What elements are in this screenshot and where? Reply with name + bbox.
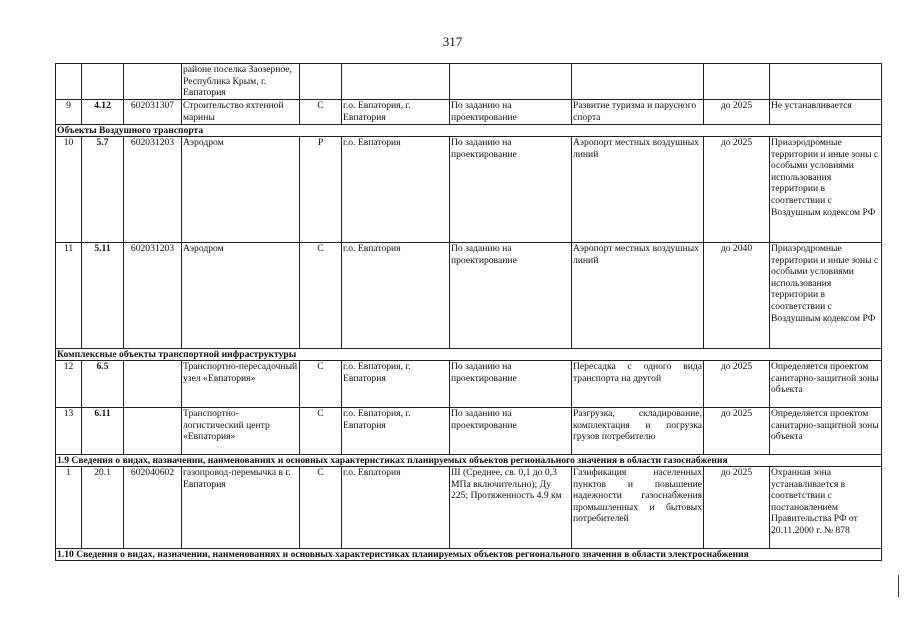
section-title-complex: Комплексные объекты транспортной инфраструктуры — [56, 349, 882, 361]
cell-location: г.о. Евпатория, г. Евпатория — [342, 408, 450, 455]
cell-oktmo — [124, 64, 182, 100]
cell-characteristics: По заданию на проектирование — [450, 361, 572, 408]
cell-code: 5.11 — [82, 243, 124, 349]
cell-purpose: Развитие туризма и парусного спорта — [572, 100, 704, 125]
cell-number: 10 — [56, 137, 82, 243]
cell-term: до 2025 — [704, 137, 770, 243]
cell-oktmo — [124, 408, 182, 455]
cell-term: до 2025 — [704, 467, 770, 549]
cell-characteristics — [450, 64, 572, 100]
cell-name: районе поселка Заозерное, Республика Крым, г. Евпатория — [182, 64, 300, 100]
table-row — [56, 408, 882, 455]
cell-location — [342, 64, 450, 100]
cell-code: 6.5 — [82, 361, 124, 408]
table-row — [56, 137, 882, 243]
cell-name: Транспортно-пересадочный узел «Евпатория» — [182, 361, 300, 408]
cell-zones: Не устанавливается — [770, 100, 882, 125]
cell-name: газопровод-перемычка в г. Евпатория — [182, 467, 300, 549]
section-title-air: Объекты Воздушного транспорта — [56, 125, 882, 137]
cell-code: 4.12 — [82, 100, 124, 125]
cell-number: 1 — [56, 467, 82, 549]
cell-oktmo: 602031307 — [124, 100, 182, 125]
cell-term: до 2025 — [704, 100, 770, 125]
cell-name: Аэродром — [182, 243, 300, 349]
cell-code — [82, 64, 124, 100]
cell-location: г.о. Евпатория, г. Евпатория — [342, 361, 450, 408]
cell-number: 11 — [56, 243, 82, 349]
cell-status: С — [300, 100, 342, 125]
section-header-row — [56, 455, 882, 467]
cell-status: С — [300, 361, 342, 408]
section-header-row — [56, 349, 882, 361]
cell-purpose: Разгрузка, складирование, комплектация и погрузка грузов потребителю — [572, 408, 704, 455]
cell-characteristics: По заданию на проектирование — [450, 100, 572, 125]
cell-code: 5.7 — [82, 137, 124, 243]
cell-purpose: Аэропорт местных воздушных линий — [572, 243, 704, 349]
cell-term: до 2025 — [704, 361, 770, 408]
cell-status — [300, 64, 342, 100]
cell-number — [56, 64, 82, 100]
cell-name: Аэродром — [182, 137, 300, 243]
cell-code: 20.1 — [82, 467, 124, 549]
table-row — [56, 100, 882, 125]
cell-zones: Определяется проектом санитарно-защитной зоны объекта — [770, 408, 882, 455]
cell-term — [704, 64, 770, 100]
cell-zones: Определяется проектом санитарно-защитной зоны объекта — [770, 361, 882, 408]
cell-status: Р — [300, 137, 342, 243]
cell-name: Транспортно-логистический центр «Евпатория» — [182, 408, 300, 455]
table-row — [56, 467, 882, 549]
cell-location: г.о. Евпатория — [342, 467, 450, 549]
cell-code: 6.11 — [82, 408, 124, 455]
cell-purpose: Пересадка с одного вида транспорта на другой — [572, 361, 704, 408]
cell-purpose — [572, 64, 704, 100]
cell-location: г.о. Евпатория — [342, 243, 450, 349]
cell-location: г.о. Евпатория, г. Евпатория — [342, 100, 450, 125]
cell-oktmo: 602031203 — [124, 137, 182, 243]
cell-oktmo: 602031203 — [124, 243, 182, 349]
cell-oktmo: 602040602 — [124, 467, 182, 549]
cell-number: 12 — [56, 361, 82, 408]
planned-objects-table — [55, 63, 882, 561]
cell-status: С — [300, 408, 342, 455]
cell-zones — [770, 64, 882, 100]
cell-term: до 2025 — [704, 408, 770, 455]
section-header-row — [56, 549, 882, 561]
cell-number: 9 — [56, 100, 82, 125]
section-header-row — [56, 125, 882, 137]
table-row — [56, 243, 882, 349]
cell-status: С — [300, 243, 342, 349]
cell-zones: Охранная зона устанавливается в соответствии с постановлением Правительства РФ от 20.11.2000 г. № 878 — [770, 467, 882, 549]
cell-zones: Приаэродромные территории и иные зоны с особыми условиями использования территории в соответствии с Воздушным кодексом РФ — [770, 137, 882, 243]
table-row — [56, 64, 882, 100]
page-number: 317 — [442, 34, 463, 49]
cell-oktmo — [124, 361, 182, 408]
cell-name: Строительство яхтенной марины — [182, 100, 300, 125]
cell-characteristics: По заданию на проектирование — [450, 137, 572, 243]
cell-zones: Приаэродромные территории и иные зоны с особыми условиями использования территории в соответствии с Воздушным кодексом РФ — [770, 243, 882, 349]
cell-purpose: Газификация населенных пунктов и повышение надежности газоснабжения промышленных и бытовых потребителей — [572, 467, 704, 549]
cell-characteristics: По заданию на проектирование — [450, 243, 572, 349]
section-title-gas: 1.9 Сведения о видах, назначении, наименованиях и основных характеристиках планируемых объектов регионального значения в области газоснабжения — [56, 455, 882, 467]
margin-mark — [898, 575, 899, 597]
cell-number: 13 — [56, 408, 82, 455]
cell-term: до 2040 — [704, 243, 770, 349]
section-title-electric: 1.10 Сведения о видах, назначении, наименованиях и основных характеристиках планируемых объектов регионального значения в области электроснабжения — [56, 549, 882, 561]
cell-location: г.о. Евпатория — [342, 137, 450, 243]
cell-characteristics: По заданию на проектирование — [450, 408, 572, 455]
cell-characteristics: III (Среднее, св. 0,1 до 0,3 МПа включительно); Ду 225; Протяженность 4.9 км — [450, 467, 572, 549]
table-row — [56, 361, 882, 408]
cell-status: С — [300, 467, 342, 549]
cell-purpose: Аэропорт местных воздушных линий — [572, 137, 704, 243]
